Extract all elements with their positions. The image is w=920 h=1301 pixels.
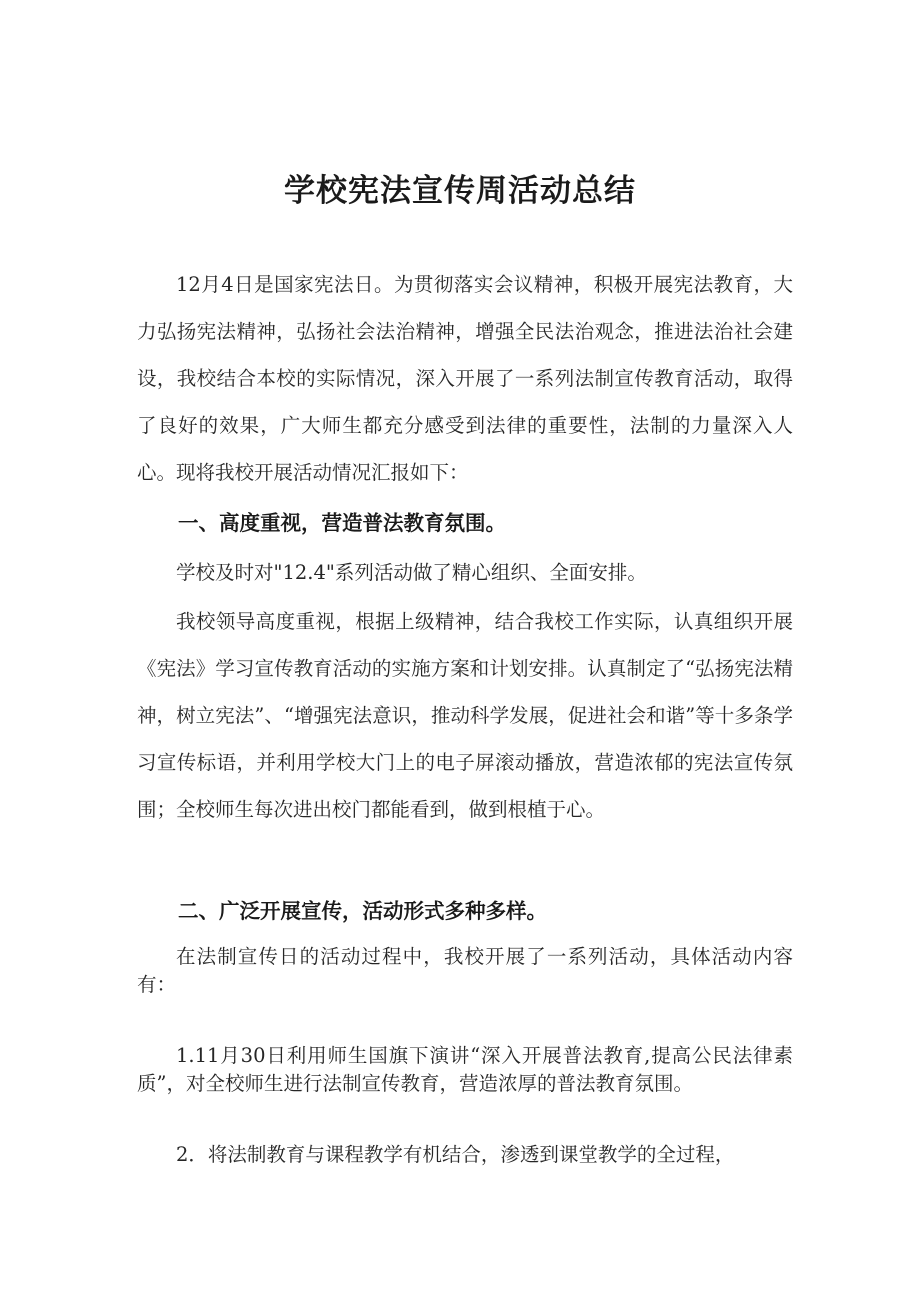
section-1-heading: 一、高度重视，营造普法教育氛围。	[178, 511, 506, 535]
section-2-heading: 二、广泛开展宣传，活动形式多种多样。	[178, 899, 547, 923]
section-1-paragraph-2: 我校领导高度重视，根据上级精神，结合我校工作实际，认真组织开展《宪法》学习宣传教育活动的实施方案和计划安排。认真制定了“弘扬宪法精神，树立宪法”、“增强宪法意识，推动科学发展，促进社会和谐”等十多条学习宣传标语，并利用学校大门上的电子屏滚动播放，营造浓郁的宪法宣传氛围；全校师生每次进出校门都能看到，做到根植于心。	[137, 610, 793, 821]
section-2-paragraph-1: 在法制宣传日的活动过程中，我校开展了一系列活动，具体活动内容有：	[137, 945, 793, 996]
list-item-1: 1.11月30日利用师生国旗下演讲“深入开展普法教育,提高公民法律素质”，对全校师生进行法制宣传教育，营造浓厚的普法教育氛围。	[137, 1044, 793, 1095]
list-item-2: 2．将法制教育与课程教学有机结合，渗透到课堂教学的全过程，	[176, 1143, 735, 1166]
section-1-paragraph-1: 学校及时对"12.4"系列活动做了精心组织、全面安排。	[176, 561, 647, 584]
document-title: 学校宪法宣传周活动总结	[284, 173, 636, 209]
intro-paragraph: 12月4日是国家宪法日。为贯彻落实会议精神，积极开展宪法教育，大力弘扬宪法精神，弘扬社会法治精神，增强全民法治观念，推进法治社会建设，我校结合本校的实际情况，深入开展了一系列法制宣传教育活动，取得了良好的效果，广大师生都充分感受到法律的重要性，法制的力量深入人心。现将我校开展活动情况汇报如下：	[137, 273, 793, 484]
